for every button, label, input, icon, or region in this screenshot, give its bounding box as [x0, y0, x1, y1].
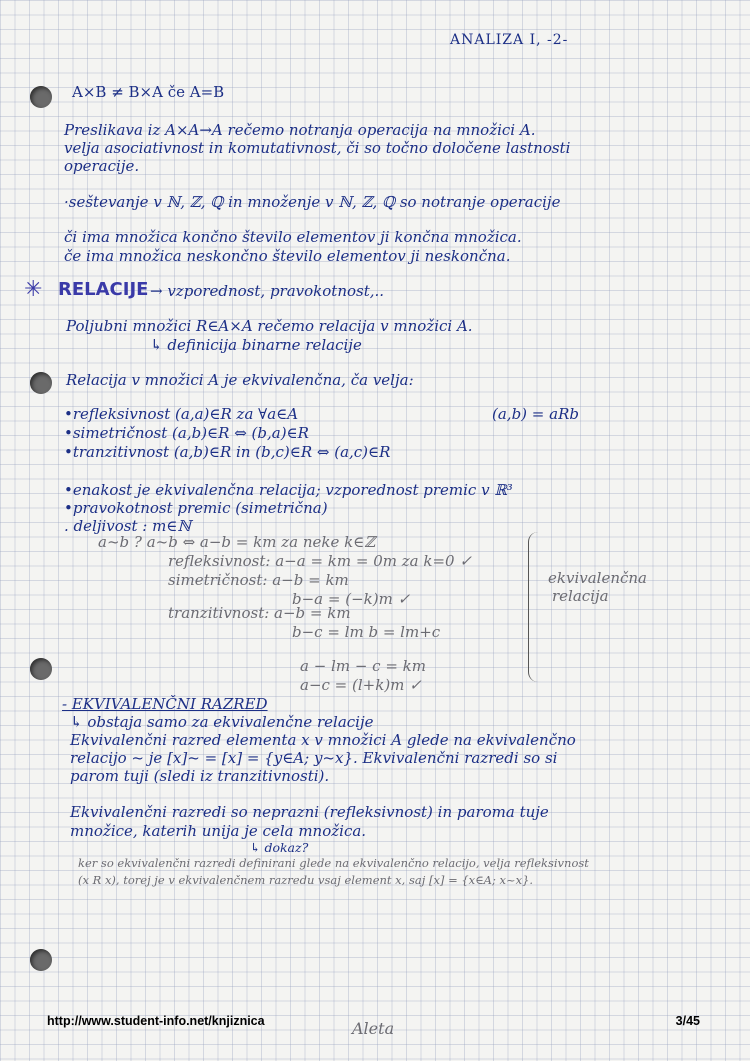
signature: Aleta [352, 1019, 395, 1038]
relation-definition-note: ↳ definicija binarne relacije [150, 336, 362, 354]
class-line: parom tuji (sledi iz tranzitivnosti). [70, 767, 330, 785]
pencil-note: ker so ekvivalenčni razredi definirani glede na ekvivalenčno relacijo, velja refleksivnost [78, 856, 589, 870]
work-line: b−a = (−k)m ✓ [292, 590, 411, 608]
property-transitive: •tranzitivnost (a,b)∈R in (b,c)∈R ⇔ (a,c)∈R [64, 443, 391, 461]
class-line: ↳ obstaja samo za ekvivalenčne relacije [70, 713, 374, 731]
work-line: a − lm − c = km [300, 657, 426, 675]
class-line: Ekvivalenčni razred elementa x v množici A glede na ekvivalenčno [70, 731, 576, 749]
proof-note: ↳ dokaz? [250, 840, 309, 855]
equivalence-intro: Relacija v množici A je ekvivalenčna, ča velja: [66, 371, 414, 389]
work-line: b−c = lm b = lm+c [292, 623, 441, 641]
work-line: refleksivnost: a−a = km = 0m za k=0 ✓ [168, 552, 472, 570]
page-header: ANALIZA I, -2- [450, 32, 569, 48]
page-number: 3/45 [675, 1014, 700, 1028]
binder-hole [30, 372, 52, 394]
footer-link[interactable]: http://www.student-info.net/knjiznica [47, 1014, 265, 1028]
section-subtitle: → vzporednost, pravokotnost,.. [150, 282, 385, 300]
work-line: tranzitivnost: a−b = km [168, 604, 351, 622]
axb-line: A×B ≠ B×A če A=B [72, 83, 225, 101]
class-line: relacijo ~ je [x]~ = [x] = {y∈A; y~x}. Ekvivalenčni razredi so si [70, 749, 558, 767]
property-symmetric: •simetričnost (a,b)∈R ⇔ (b,a)∈R [64, 424, 309, 442]
binder-hole [30, 949, 52, 971]
operation-line-1: Preslikava iz A×A→A rečemo notranja operacija na množici A. [64, 121, 536, 139]
brace-note: ekvivalenčna [548, 569, 647, 587]
brace [528, 532, 541, 682]
finite-line: či ima množica končno število elementov ji končna množica. [64, 228, 522, 246]
section-title: RELACIJE [58, 279, 149, 300]
class-line: množice, katerih unija je cela množica. [70, 822, 367, 840]
sum-bullet: ·seštevanje v ℕ, ℤ, ℚ in množenje v ℕ, ℤ, ℚ so notranje operacije [64, 193, 561, 211]
section-star-icon: ✳ [24, 277, 43, 302]
property-reflexive: •refleksivnost (a,a)∈R za ∀a∈A [64, 405, 299, 423]
brace-note: relacija [552, 587, 609, 605]
work-line: a−c = (l+k)m ✓ [300, 676, 422, 694]
work-line: a~b ? a~b ⇔ a−b = km za neke k∈ℤ [98, 533, 376, 551]
pencil-note: (x R x), torej je v ekvivalenčnem razredu vsaj element x, saj [x] = {x∈A; x~x}. [78, 873, 534, 887]
binder-hole [30, 658, 52, 680]
example-equality: •enakost je ekvivalenčna relacija; vzporednost premic v ℝ³ [64, 481, 513, 499]
work-line: simetričnost: a−b = km [168, 571, 349, 589]
binder-hole [30, 86, 52, 108]
class-line: Ekvivalenčni razredi so neprazni (refleksivnost) in paroma tuje [70, 803, 549, 821]
example-divisibility: . deljivost : m∈ℕ [64, 517, 192, 535]
infinite-line: če ima množica neskončno število elementov ji neskončna. [64, 247, 511, 265]
operation-line-3: operacije. [64, 157, 140, 175]
relation-definition: Poljubni množici R∈A×A rečemo relacija v množici A. [66, 317, 473, 335]
example-perpendicular: •pravokotnost premic (simetrična) [64, 499, 328, 517]
relation-notation: (a,b) = aRb [492, 405, 579, 423]
class-title: - EKVIVALENČNI RAZRED [62, 695, 268, 713]
operation-line-2: velja asociativnost in komutativnost, či so točno določene lastnosti [64, 139, 571, 157]
